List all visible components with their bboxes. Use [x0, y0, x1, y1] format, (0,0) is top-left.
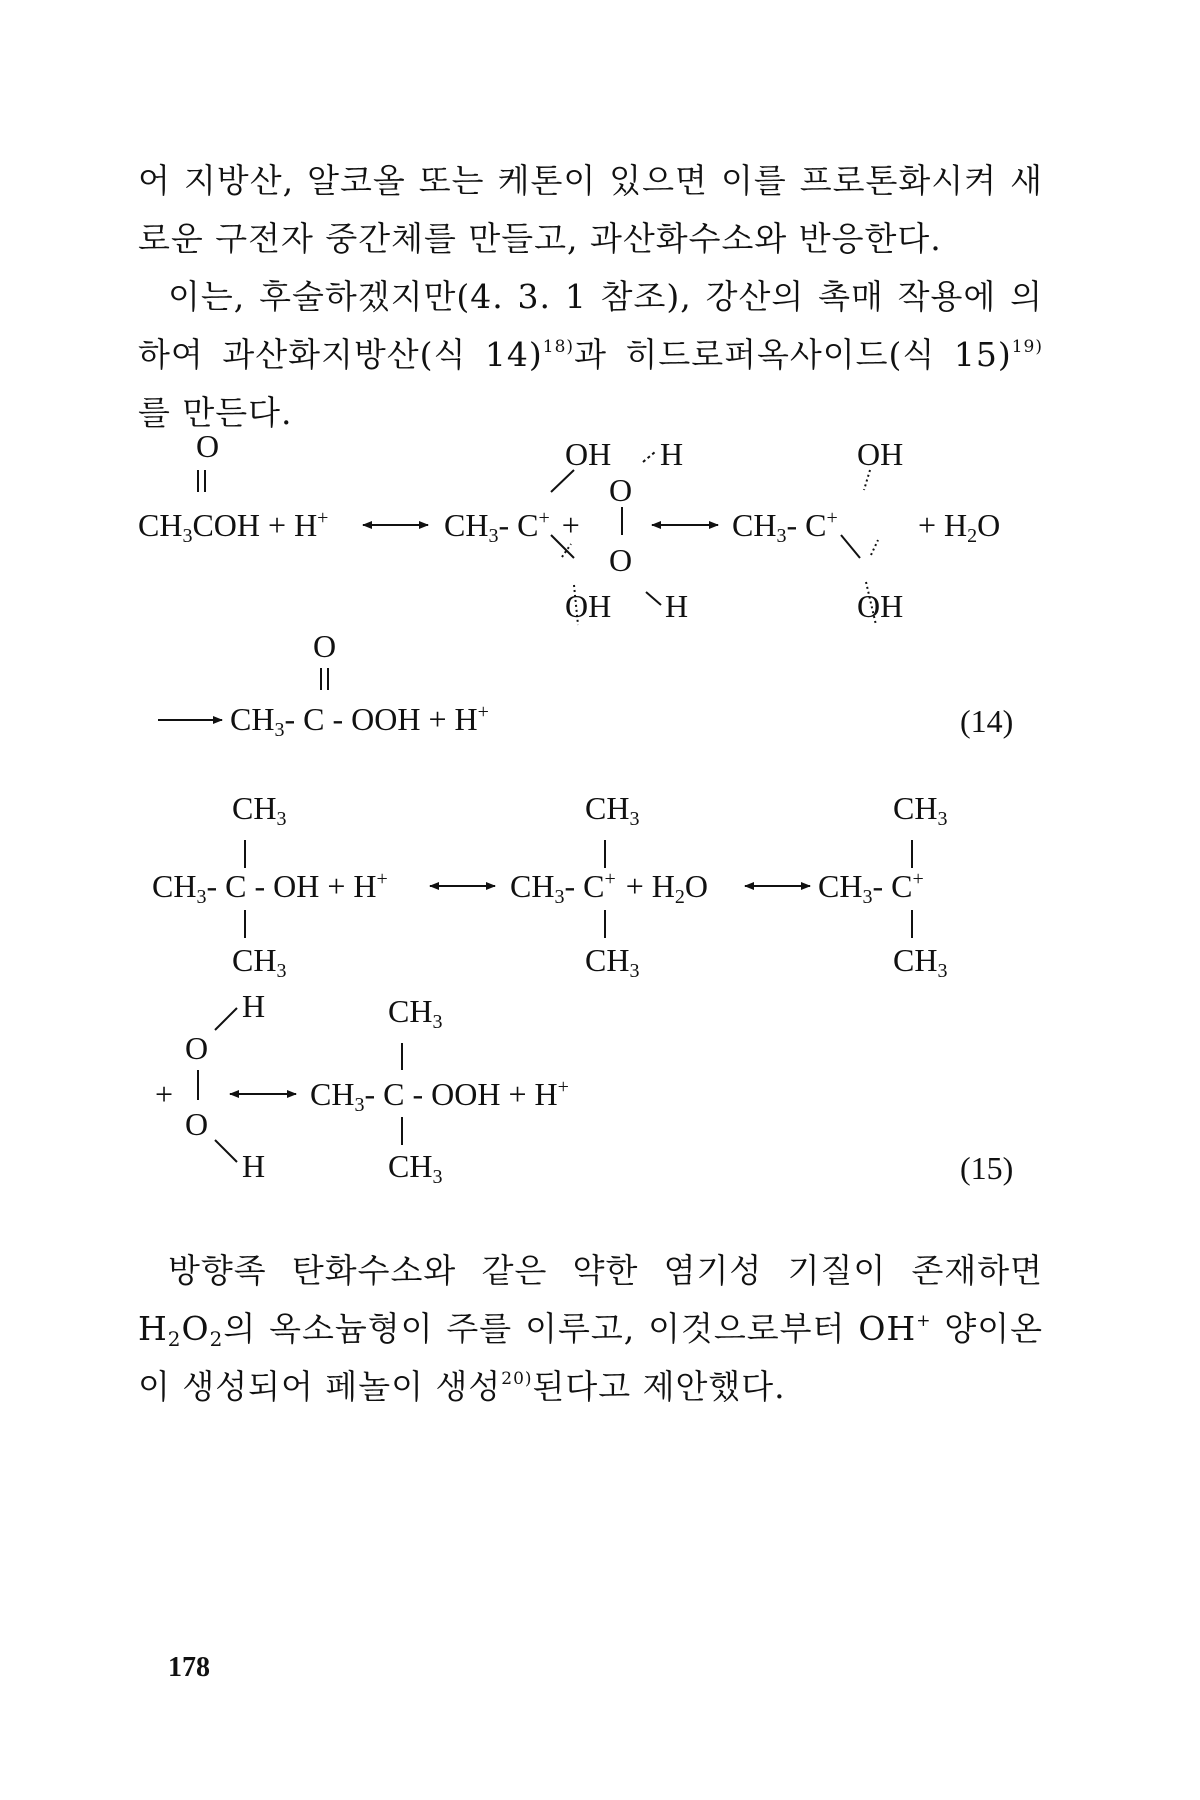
hydrogen-lower: H — [665, 588, 689, 624]
formula-part: CH — [444, 507, 489, 543]
tert-butyl-cation — [510, 868, 708, 908]
subscript: 3 — [432, 1011, 443, 1033]
superscript: + — [317, 507, 329, 529]
plus-sign: + — [561, 507, 580, 543]
carbocation — [444, 507, 580, 547]
carbocation-2 — [732, 507, 838, 547]
hydroxyl-lower-2: OH — [857, 588, 904, 624]
formula-part: CH — [388, 1148, 433, 1184]
subscript: 3 — [937, 960, 948, 982]
superscript: + — [604, 868, 616, 890]
hydroxyl-lower: OH — [565, 588, 612, 624]
hydrogen-upper: H — [660, 436, 684, 472]
peroxide-oxygen-lower: O — [609, 542, 633, 578]
formula-part: - C — [498, 507, 539, 543]
formula-part: CH — [230, 701, 275, 737]
plus-sign-15: + — [155, 1076, 174, 1112]
formula-part: CH — [585, 942, 630, 978]
subscript: 3 — [937, 808, 948, 830]
page-number: 178 — [168, 1652, 210, 1683]
formula-part: CH — [232, 942, 277, 978]
formula-part: CH — [732, 507, 777, 543]
formula-part: O — [684, 868, 708, 904]
methyl-top-3 — [893, 790, 948, 830]
footnote-ref-20: 20) — [501, 1369, 533, 1389]
subscript: 3 — [488, 525, 499, 547]
methyl-bottom-1 — [232, 942, 287, 982]
paragraph-3-oxygen: O — [181, 1309, 210, 1348]
footnote-ref-18: 18) — [542, 337, 575, 357]
bond-line — [841, 535, 860, 558]
dotted-bond-line — [864, 470, 870, 490]
peroxide-hydrogen-lower: H — [242, 1148, 266, 1184]
paragraph-2-text-c: 를 만든다. — [138, 393, 293, 432]
tert-butyl-hydroperoxide — [310, 1076, 569, 1116]
subscript: 3 — [629, 960, 640, 982]
methyl-top-2 — [585, 790, 640, 830]
paragraph-1-text: 어 지방산, 알코올 또는 케톤이 있으면 이를 프로톤화시켜 새로운 구전자 중간체를 만들고, 과산화수소와 반응한다. — [138, 161, 1043, 258]
paragraph-3-text-c: 양이온이 생성되어 페놀이 생성 — [138, 1309, 1043, 1406]
formula-part: CH — [585, 790, 630, 826]
water-product — [918, 507, 1001, 547]
formula-part: - C — [872, 868, 913, 904]
formula-part: CH — [818, 868, 863, 904]
tert-butanol — [152, 868, 388, 908]
paragraph-3-text-d: 된다고 제안했다. — [532, 1367, 786, 1406]
paragraph-3 — [138, 1242, 1043, 1416]
dotted-bond-line — [643, 452, 655, 462]
subscript: 2 — [167, 1327, 182, 1351]
subscript: 2 — [967, 525, 978, 547]
peroxide-oxygen-lower-2: O — [185, 1106, 209, 1142]
methyl-bottom-2 — [585, 942, 640, 982]
subscript: 3 — [629, 808, 640, 830]
formula-part: - C — [564, 868, 605, 904]
equation-number-15: (15) — [960, 1150, 1014, 1186]
formula-part: - C — [786, 507, 827, 543]
formula-part: CH — [893, 790, 938, 826]
formula-part: CH — [388, 993, 433, 1029]
subscript: 3 — [276, 960, 287, 982]
formula-part: - C - OOH + H — [284, 701, 478, 737]
subscript: 3 — [354, 1094, 365, 1116]
formula-part: CH — [510, 868, 555, 904]
superscript: + — [557, 1076, 569, 1098]
subscript: 3 — [196, 886, 207, 908]
paragraph-2-text-a: 이는, 후술하겠지만(4. 3. 1 참조), 강산의 촉매 작용에 의하여 과산화지방산(식 14) — [138, 277, 1043, 374]
subscript: 3 — [554, 886, 565, 908]
formula-part: CH — [893, 942, 938, 978]
peracid-carbonyl-oxygen: O — [313, 628, 337, 664]
formula-part: + H — [625, 868, 675, 904]
tert-butyl-cation-2 — [818, 868, 924, 908]
superscript: + — [538, 507, 550, 529]
peroxide-hydrogen-upper: H — [242, 988, 266, 1024]
methyl-bottom-4 — [388, 1148, 443, 1188]
peracetic-acid — [230, 701, 489, 741]
paragraph-3-text-b: 의 옥소늄형이 주를 이루고, 이것으로부터 OH — [223, 1309, 917, 1348]
formula-part: CH — [152, 868, 197, 904]
subscript: 3 — [862, 886, 873, 908]
equation-number-14: (14) — [960, 703, 1014, 739]
subscript: 3 — [432, 1166, 443, 1188]
hydroxyl-upper: OH — [565, 436, 612, 472]
hydroxyl-upper-2: OH — [857, 436, 904, 472]
superscript: + — [376, 868, 388, 890]
paragraph-2-text-b: 과 히드로퍼옥사이드(식 15) — [574, 335, 1012, 374]
formula-part: - C - OOH + H — [364, 1076, 558, 1112]
superscript: + — [477, 701, 489, 723]
subscript: 3 — [274, 719, 285, 741]
superscript: + — [826, 507, 838, 529]
methyl-bottom-3 — [893, 942, 948, 982]
methyl-top-4 — [388, 993, 443, 1033]
formula-part: CH — [232, 790, 277, 826]
formula-part: CH — [310, 1076, 355, 1112]
formula-part: O — [977, 507, 1001, 543]
bond-line — [646, 592, 661, 605]
subscript: 3 — [276, 808, 287, 830]
peroxide-oxygen-upper: O — [609, 472, 633, 508]
acetic-acid — [138, 507, 329, 547]
carbonyl-oxygen: O — [196, 428, 220, 464]
bond-line — [215, 1008, 237, 1030]
subscript: 3 — [182, 525, 193, 547]
footnote-ref-19: 19) — [1011, 337, 1043, 357]
superscript: + — [916, 1311, 932, 1331]
dotted-bond-line — [871, 540, 878, 555]
subscript: 2 — [209, 1327, 224, 1351]
formula-part: CH — [138, 507, 183, 543]
subscript: 2 — [674, 886, 685, 908]
bond-line — [551, 470, 574, 492]
formula-part: - C - OH + H — [206, 868, 377, 904]
formula-part: COH + H — [192, 507, 318, 543]
bond-line — [215, 1140, 237, 1162]
formula-part: + H — [918, 507, 968, 543]
superscript: + — [912, 868, 924, 890]
paragraph-3-text-a: 방향족 탄화수소와 같은 약한 염기성 기질이 존재하면 H — [138, 1251, 1043, 1348]
peroxide-oxygen-upper-2: O — [185, 1030, 209, 1066]
subscript: 3 — [776, 525, 787, 547]
methyl-top-1 — [232, 790, 287, 830]
